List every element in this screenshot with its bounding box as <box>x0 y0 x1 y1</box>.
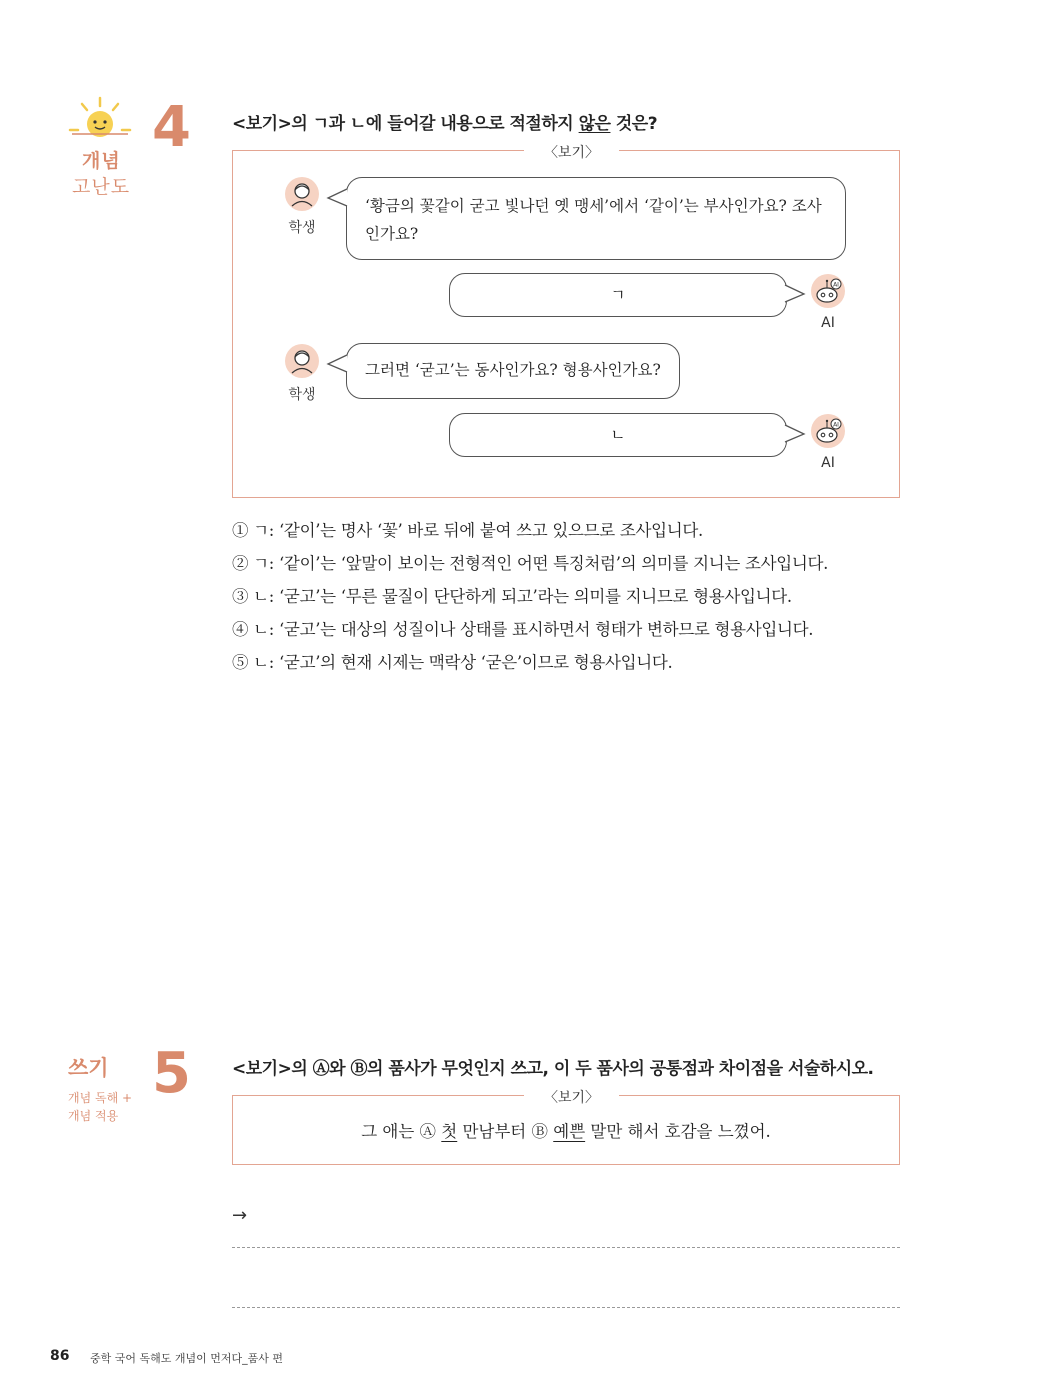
category-label: 개념 <box>82 150 121 172</box>
question-number: 5 <box>152 1041 191 1106</box>
bubble-tail-icon <box>782 422 806 446</box>
speech-bubble <box>449 273 787 317</box>
speaker-label: AI <box>821 455 835 471</box>
example-sentence <box>232 1118 900 1142</box>
title-part: <보기>의 ㄱ과 ㄴ에 들어갈 내용으로 적절하지 <box>232 114 579 134</box>
question-number: 4 <box>152 95 191 160</box>
bubble-tail-icon <box>326 186 350 210</box>
answer-line[interactable] <box>232 1307 900 1308</box>
sublabel-line: 개념 독해 + <box>68 1091 133 1105</box>
answer-arrow: → <box>232 1205 248 1226</box>
category-sublabel <box>68 1089 132 1125</box>
title-part: 것은? <box>610 114 658 134</box>
student-avatar-icon <box>284 343 320 379</box>
ai-robot-icon <box>810 273 846 309</box>
answer-choice-2[interactable]: ② ㄱ: ‘같이’는 ‘앞말이 보이는 전형적인 어떤 특징처럼’의 의미를 지니는 조사입니다. <box>232 554 829 573</box>
book-title: 중학 국어 독해도 개념이 먼저다_품사 편 <box>90 1352 283 1365</box>
bubble-tail-icon <box>782 282 806 306</box>
speech-bubble <box>449 413 787 457</box>
question-title: <보기>의 Ⓐ와 Ⓑ의 품사가 무엇인지 쓰고, 이 두 품사의 공통점과 차이점을 서술하시오. <box>232 1059 874 1079</box>
bubble-text: 그러면 ‘굳고’는 동사인가요? 형용사인가요? <box>365 361 661 379</box>
title-emphasis: 않은 <box>578 114 611 134</box>
answer-choice-1[interactable]: ① ㄱ: ‘같이’는 명사 ‘꽃’ 바로 뒤에 붙여 쓰고 있으므로 조사입니다. <box>232 521 703 540</box>
answer-choice-5[interactable]: ⑤ ㄴ: ‘굳고’의 현재 시제는 맥락상 ‘굳은’이므로 형용사입니다. <box>232 653 673 672</box>
speaker-label: AI <box>821 315 835 331</box>
bubble-tail-icon <box>326 352 350 376</box>
word-a: 첫 <box>441 1122 458 1141</box>
difficulty-label: 고난도 <box>72 176 131 198</box>
answer-choice-3[interactable]: ③ ㄴ: ‘굳고’는 ‘무른 물질이 단단하게 되고’라는 의미를 지니므로 형용사입니다. <box>232 587 792 606</box>
student-avatar-icon <box>284 176 320 212</box>
speech-bubble <box>346 343 680 399</box>
bubble-text: ㄱ <box>610 286 626 304</box>
ai-robot-icon <box>810 413 846 449</box>
page-number: 86 <box>50 1348 70 1364</box>
sentence-part: 말만 해서 호감을 느꼈어. <box>585 1122 771 1141</box>
box-label: 〈보기〉 <box>524 1087 619 1107</box>
speaker-label: 학생 <box>288 220 316 236</box>
box-label: 〈보기〉 <box>524 142 619 162</box>
bubble-text: ‘황금의 꽃같이 굳고 빛나던 옛 맹세’에서 ‘같이’는 부사인가요? 조사인가요? <box>365 197 822 243</box>
speech-bubble <box>346 177 846 260</box>
speaker-label: 학생 <box>288 387 316 403</box>
question-title <box>232 109 657 134</box>
answer-choice-4[interactable]: ④ ㄴ: ‘굳고’는 대상의 성질이나 상태를 표시하면서 형태가 변하므로 형용사입니다. <box>232 620 814 639</box>
sentence-part: 그 애는 Ⓐ <box>361 1122 442 1141</box>
svg-text:AI: AI <box>833 281 839 289</box>
category-label: 쓰기 <box>68 1056 109 1080</box>
bubble-text: ㄴ <box>610 426 626 444</box>
answer-line[interactable] <box>232 1247 900 1248</box>
svg-text:AI: AI <box>833 421 839 429</box>
sun-mascot-icon <box>68 96 132 140</box>
sentence-part: 만남부터 Ⓑ <box>457 1122 554 1141</box>
word-b: 예쁜 <box>553 1122 586 1141</box>
sublabel-line: 개념 적용 <box>68 1109 119 1123</box>
